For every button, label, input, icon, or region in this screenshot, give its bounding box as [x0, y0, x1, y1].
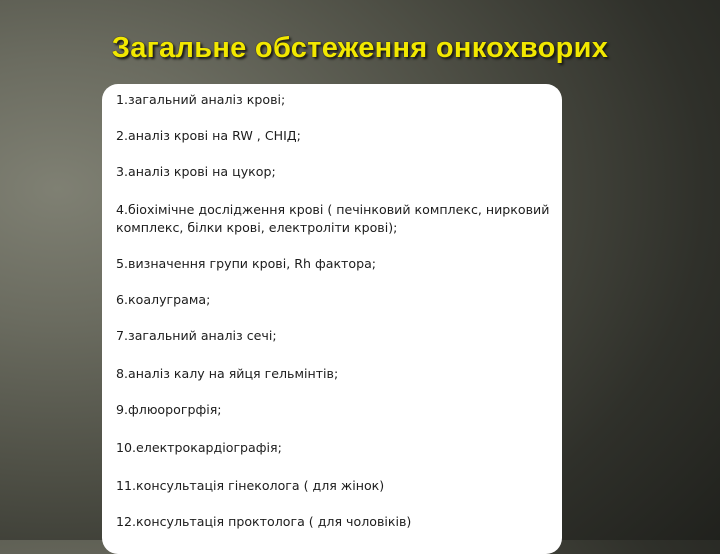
list-item: 3.аналіз крові на цукор; [116, 164, 276, 179]
list-item: 7.загальний аналіз сечі; [116, 328, 277, 343]
list-item: 8.аналіз калу на яйця гельмінтів; [116, 366, 339, 381]
list-item: 5.визначення групи крові, Rh фактора; [116, 256, 377, 271]
list-item: 9.флюорогрфія; [116, 402, 222, 417]
list-item: 4.біохімічне дослідження крові ( печінковий комплекс, нирковий комплекс, білки крові, електроліти крові); [116, 202, 550, 235]
list-item: 10.електрокардіографія; [116, 440, 282, 455]
exam-list-card [102, 84, 562, 554]
list-item: 2.аналіз крові на RW , СНІД; [116, 128, 301, 143]
list-item: 6.коалуграма; [116, 292, 211, 307]
list-item: 12.консультація проктолога ( для чоловіків) [116, 514, 412, 529]
list-item: 11.консультація гінеколога ( для жінок) [116, 478, 385, 493]
list-item: 1.загальний аналіз крові; [116, 92, 286, 107]
slide-title: Загальне обстеження онкохворих [111, 32, 609, 64]
